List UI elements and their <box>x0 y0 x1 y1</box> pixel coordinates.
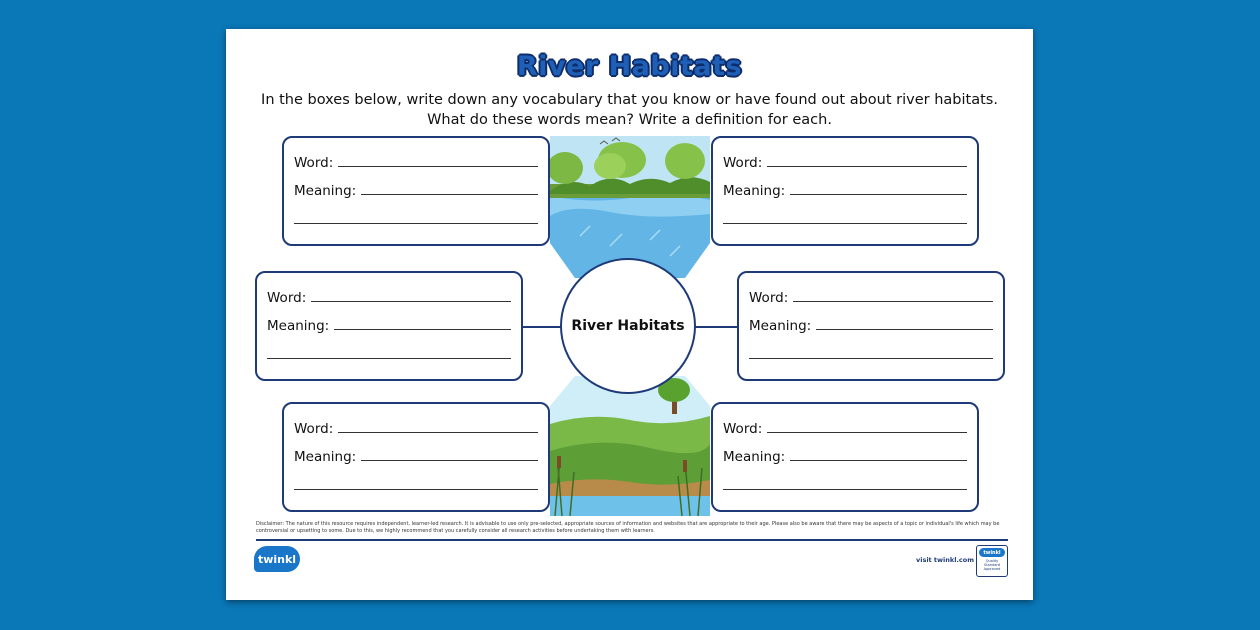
word-answer-line[interactable] <box>338 432 538 433</box>
vocab-box-top-right <box>711 136 979 246</box>
word-answer-line[interactable] <box>338 166 538 167</box>
meaning-answer-line[interactable] <box>361 194 538 195</box>
disclaimer-text: Disclaimer: The nature of this resource requires independent, learner-led research. It is advisable to use only pre-selected, appropriate sources of information and websites that are appropriate to their age. Please also be aware that there may be aspects of a topic or individual's life which may be controversial or upsetting to some. Due to this, we highly recommend that you carefully consider all research activities before undertaking them with learners. <box>256 521 1000 534</box>
word-label: Word: <box>723 421 763 437</box>
word-answer-line[interactable] <box>793 301 993 302</box>
meaning-answer-line[interactable] <box>334 329 511 330</box>
meaning-label: Meaning: <box>749 318 812 334</box>
meaning-label: Meaning: <box>723 183 786 199</box>
word-label: Word: <box>749 290 789 306</box>
twinkl-logo-text: twinkl <box>257 552 297 566</box>
river-illustration-bottom <box>550 376 710 516</box>
word-label: Word: <box>723 155 763 171</box>
river-illustration-top <box>550 136 710 278</box>
meaning-answer-line-2[interactable] <box>723 223 967 224</box>
word-answer-line[interactable] <box>767 432 967 433</box>
meaning-answer-line-2[interactable] <box>723 489 967 490</box>
meaning-label: Meaning: <box>294 183 357 199</box>
footer-divider <box>256 539 1008 541</box>
meaning-answer-line[interactable] <box>790 194 967 195</box>
meaning-answer-line-2[interactable] <box>749 358 993 359</box>
center-topic-label: River Habitats <box>571 318 685 334</box>
vocab-box-top-left <box>282 136 550 246</box>
vocab-box-middle-left <box>255 271 523 381</box>
meaning-answer-line[interactable] <box>816 329 993 330</box>
word-answer-line[interactable] <box>311 301 511 302</box>
meaning-answer-line-2[interactable] <box>294 489 538 490</box>
meaning-label: Meaning: <box>267 318 330 334</box>
vocab-box-bottom-left <box>282 402 550 512</box>
meaning-answer-line-2[interactable] <box>267 358 511 359</box>
page-title: River Habitats <box>516 51 743 82</box>
badge-title: twinkl <box>979 548 1005 557</box>
word-answer-line[interactable] <box>767 166 967 167</box>
twinkl-logo[interactable] <box>254 546 300 572</box>
quality-badge-icon <box>976 545 1008 577</box>
instruction-line-2: What do these words mean? Write a definition for each. <box>427 112 832 128</box>
worksheet-page <box>226 29 1033 600</box>
word-label: Word: <box>267 290 307 306</box>
visit-link[interactable]: visit twinkl.com <box>916 556 975 564</box>
meaning-label: Meaning: <box>294 449 357 465</box>
badge-text: Quality Standard Approved <box>983 559 1001 571</box>
meaning-answer-line-2[interactable] <box>294 223 538 224</box>
center-topic-circle <box>560 258 696 394</box>
instruction-line-1: In the boxes below, write down any vocabulary that you know or have found out about river habitats. <box>261 92 998 108</box>
word-label: Word: <box>294 421 334 437</box>
vocab-box-middle-right <box>737 271 1005 381</box>
vocab-box-bottom-right <box>711 402 979 512</box>
meaning-label: Meaning: <box>723 449 786 465</box>
meaning-answer-line[interactable] <box>790 460 967 461</box>
word-label: Word: <box>294 155 334 171</box>
meaning-answer-line[interactable] <box>361 460 538 461</box>
